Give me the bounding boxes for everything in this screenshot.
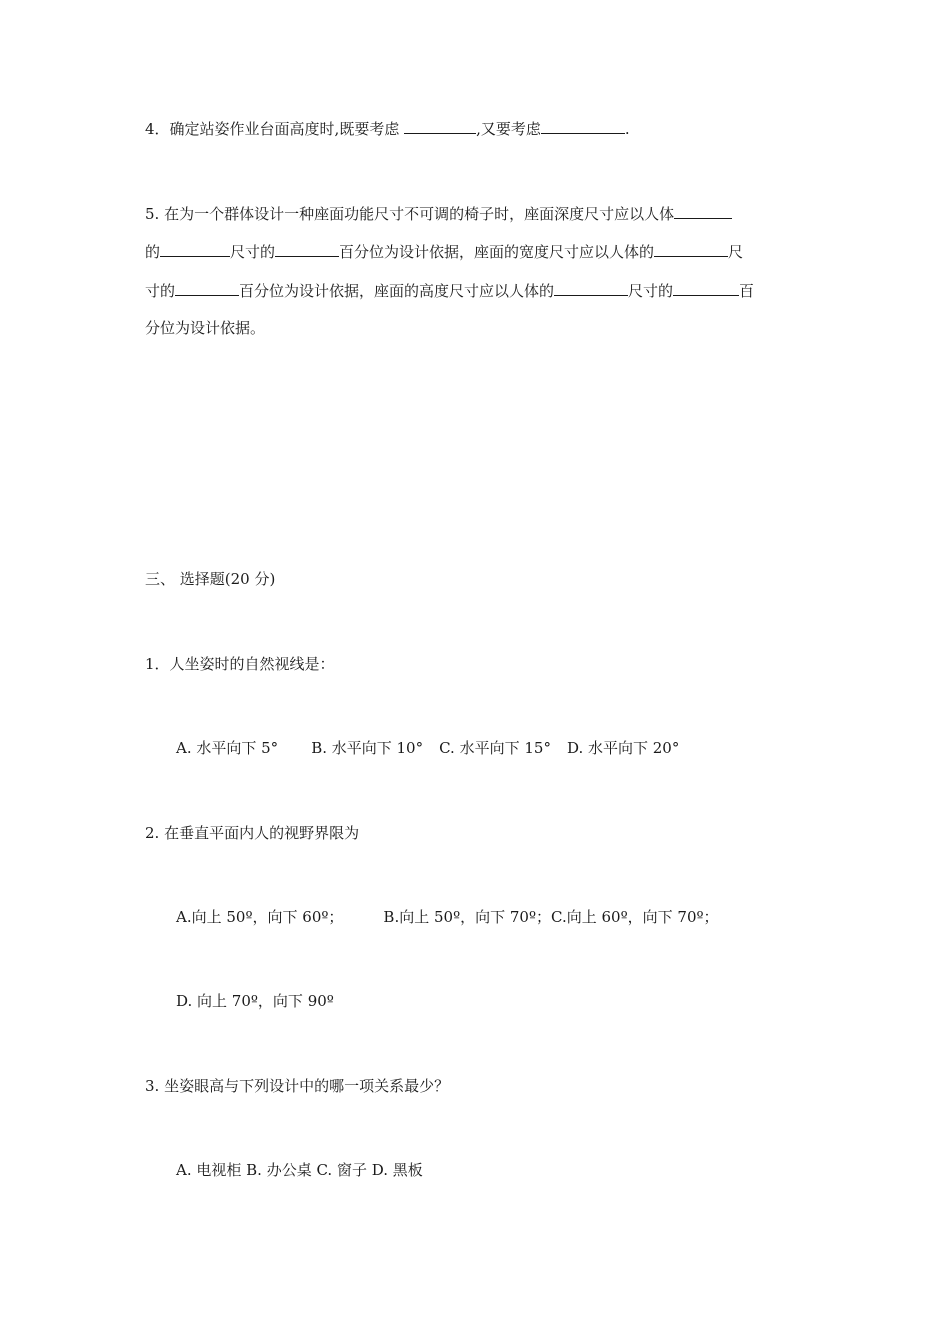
question-5-text: 百分位为设计依据，座面的宽度尺寸应以人体的 <box>339 243 655 261</box>
question-3-stem: 3. 坐姿眼高与下列设计中的哪一项关系最少？ <box>145 1077 450 1095</box>
answer-blank <box>554 280 628 296</box>
question-5-line-4 <box>145 318 265 338</box>
option-b-c: B.向上 50º，向下 70º；C.向上 60º，向下 70º； <box>383 908 719 926</box>
answer-blank <box>674 203 732 219</box>
question-5-text: 尺寸的 <box>230 243 276 261</box>
question-1-options <box>176 738 679 758</box>
question-4-text-3: . <box>624 120 630 138</box>
question-5-line-1 <box>145 203 732 224</box>
question-2-options <box>176 907 719 927</box>
question-4 <box>145 118 630 139</box>
question-5-text: 寸的 <box>145 282 176 300</box>
option-a: A.向上 50º，向下 60º； <box>176 908 344 926</box>
answer-blank <box>541 118 625 134</box>
answer-blank <box>275 241 339 257</box>
answer-blank <box>404 118 476 134</box>
option-c: C. 水平向下 15° <box>439 739 551 757</box>
question-3-options: A. 电视柜 B. 办公桌 C. 窗子 D. 黑板 <box>176 1161 423 1179</box>
answer-blank <box>654 241 728 257</box>
question-5-text: 分位为设计依据。 <box>145 319 266 337</box>
question-5-line-2 <box>145 241 743 262</box>
question-1-stem: 1．人坐姿时的自然视线是： <box>145 655 335 673</box>
answer-blank <box>175 280 239 296</box>
question-2-option-d: D. 向上 70º，向下 90º <box>176 992 334 1010</box>
question-5-text: 尺寸的 <box>628 282 674 300</box>
answer-blank <box>160 241 230 257</box>
answer-blank <box>673 280 739 296</box>
section-heading: 三、 选择题(20 分) <box>145 570 276 588</box>
question-4-text-1: 4．确定站姿作业台面高度时,既要考虑 <box>145 120 405 138</box>
question-5-line-3 <box>145 280 754 301</box>
question-5-text: 的 <box>145 243 161 261</box>
question-5-text: 百 <box>739 282 755 300</box>
question-5-text: 5. 在为一个群体设计一种座面功能尺寸不可调的椅子时，座面深度尺寸应以人体 <box>145 205 675 223</box>
option-d: D. 水平向下 20° <box>566 739 680 757</box>
option-a: A. 水平向下 5° <box>176 739 279 757</box>
question-5-text: 尺 <box>728 243 744 261</box>
question-4-text-2: ,又要考虑 <box>476 120 541 138</box>
question-5-text: 百分位为设计依据，座面的高度尺寸应以人体的 <box>239 282 555 300</box>
option-b: B. 水平向下 10° <box>311 739 424 757</box>
question-2-stem: 2. 在垂直平面内人的视野界限为 <box>145 824 360 842</box>
